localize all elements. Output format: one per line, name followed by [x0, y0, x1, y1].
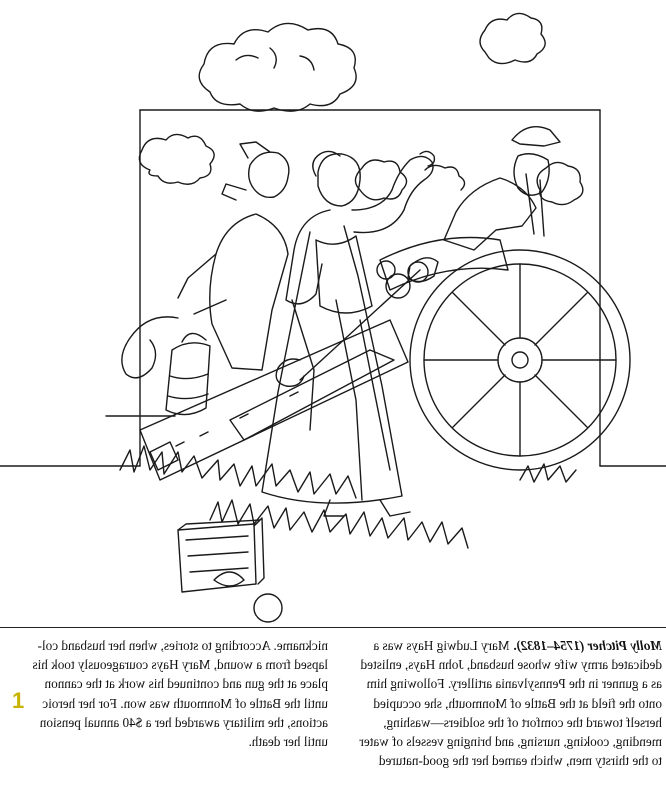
- article-column-two: [16, 636, 328, 751]
- article-column-one: [344, 636, 662, 770]
- smoke-clouds: [139, 13, 583, 204]
- column-one-line-7: to the thirsty men, which earned her the good-natured: [378, 753, 662, 769]
- page-number: 1: [12, 688, 25, 713]
- column-one-line-1: [344, 636, 662, 655]
- soldier-right: [444, 127, 560, 250]
- column-two-line-2: lapsed from a wound, Mary Hays courageously took his: [32, 657, 328, 673]
- subject-name: Molly Pitcher: [587, 638, 662, 653]
- molly-pitcher-figure: [262, 151, 434, 516]
- frame-lines: [0, 110, 666, 466]
- column-one-line-4: onto the field at the Battle of Monmouth, she occupied: [373, 695, 662, 711]
- section-divider: [0, 627, 666, 628]
- subject-dates: (1754–1832).: [512, 638, 585, 653]
- column-one-line-6: mending, cooking, nursing, and bringing vessels of water: [359, 734, 662, 750]
- ammunition-box: [178, 518, 282, 622]
- column-one-line-5: herself toward the comfort of the soldiers—washing,: [383, 714, 662, 730]
- column-two-line-5: actions, the military awarded her a $40 annual pension: [39, 714, 328, 730]
- soldier-left: [122, 142, 289, 415]
- column-two-line-3: place at the gun and continued his work at the cannon: [44, 676, 328, 692]
- column-one-line-2: dedicated army wife whose husband, John Hays, enlisted: [360, 657, 662, 673]
- column-two-line-6: until her death.: [248, 734, 328, 750]
- grass: [120, 446, 576, 548]
- column-two-line-4: until the Battle of Monmouth was won. For her heroic: [42, 695, 328, 711]
- column-two-line-1: nickname. According to stories, when her husband col-: [37, 638, 328, 653]
- column-one-text-1: Mary Ludwig Hays was a: [373, 638, 510, 653]
- column-one-line-3: as a gunner in the Pennsylvania artillery. Following him: [366, 676, 662, 692]
